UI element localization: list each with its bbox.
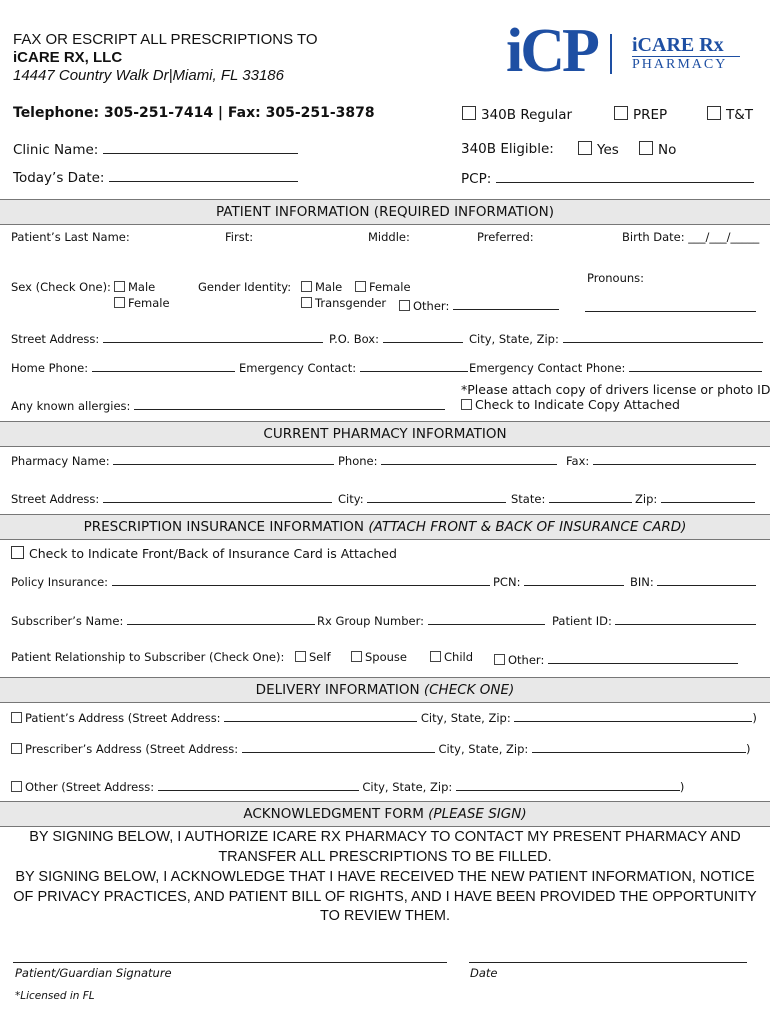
- gender-female-option[interactable]: Female: [355, 280, 411, 294]
- patient-section-header: PATIENT INFORMATION (REQUIRED INFORMATION): [0, 199, 770, 225]
- logo-divider: [610, 34, 612, 74]
- checkbox-icon[interactable]: [355, 281, 366, 292]
- emergency-contact-field[interactable]: Emergency Contact:: [239, 358, 468, 375]
- copy-attached-option[interactable]: Check to Indicate Copy Attached: [461, 397, 680, 412]
- allergies-field[interactable]: Any known allergies:: [11, 396, 445, 413]
- pharmacy-section-header: CURRENT PHARMACY INFORMATION: [0, 421, 770, 447]
- emergency-phone-field[interactable]: Emergency Contact Phone:: [469, 358, 762, 375]
- authorize-paragraph: [0, 828, 770, 867]
- company-name: iCARE RX, LLC: [13, 49, 123, 66]
- pharmacy-name-field[interactable]: Pharmacy Name:: [11, 451, 334, 468]
- delivery-prescriber-address-option[interactable]: Prescriber’s Address (Street Address: City, State, Zip: ): [11, 739, 750, 756]
- license-footnote: *Licensed in FL: [15, 990, 95, 1002]
- checkbox-icon[interactable]: [707, 106, 721, 120]
- option-eligible-no[interactable]: No: [639, 141, 676, 158]
- pharmacy-street-field[interactable]: Street Address:: [11, 489, 332, 506]
- pharmacy-phone-field[interactable]: Phone:: [338, 451, 557, 468]
- authorize-line-1: BY SIGNING BELOW, I AUTHORIZE ICARE RX PHARMACY TO CONTACT MY PRESENT PHARMACY AND: [29, 829, 741, 845]
- checkbox-icon[interactable]: [114, 281, 125, 292]
- checkbox-icon[interactable]: [11, 781, 22, 792]
- phone-fax: Telephone: 305-251-7414 | Fax: 305-251-3878: [13, 105, 375, 121]
- acknowledge-line-3: TO REVIEW THEM.: [320, 908, 450, 924]
- pharmacy-zip-field[interactable]: Zip:: [635, 489, 755, 506]
- delivery-other-address-option[interactable]: Other (Street Address: City, State, Zip: ): [11, 777, 684, 794]
- relationship-self-option[interactable]: Self: [295, 650, 331, 664]
- checkbox-icon[interactable]: [301, 297, 312, 308]
- relationship-child-option[interactable]: Child: [430, 650, 473, 664]
- acknowledgment-section-header: ACKNOWLEDGMENT FORM (PLEASE SIGN): [0, 801, 770, 827]
- relationship-other-option[interactable]: Other:: [494, 650, 738, 667]
- delivery-section-header: DELIVERY INFORMATION (CHECK ONE): [0, 677, 770, 703]
- gender-male-option[interactable]: Male: [301, 280, 342, 294]
- logo-sub: PHARMACY: [632, 57, 728, 72]
- todays-date-field[interactable]: Today’s Date:: [13, 168, 298, 186]
- pcp-field[interactable]: PCP:: [461, 169, 754, 187]
- company-address: 14447 Country Walk Dr|Miami, FL 33186: [13, 67, 284, 84]
- icp-logo-mark: iCP: [506, 17, 597, 85]
- checkbox-icon[interactable]: [614, 106, 628, 120]
- license-note: *Please attach copy of drivers license or photo ID: [461, 382, 770, 397]
- option-tt[interactable]: T&T: [707, 106, 753, 123]
- date-line[interactable]: [469, 962, 747, 963]
- pharmacy-city-field[interactable]: City:: [338, 489, 506, 506]
- 340b-eligible-label: 340B Eligible:: [461, 141, 554, 157]
- sex-label: Sex (Check One):: [11, 280, 111, 294]
- pharmacy-state-field[interactable]: State:: [511, 489, 632, 506]
- rx-group-field[interactable]: Rx Group Number:: [317, 611, 545, 628]
- checkbox-icon[interactable]: [301, 281, 312, 292]
- authorize-line-2: TRANSFER ALL PRESCRIPTIONS TO BE FILLED.: [218, 848, 552, 865]
- policy-insurance-field[interactable]: Policy Insurance:: [11, 572, 490, 589]
- pharmacy-fax-field[interactable]: Fax:: [566, 451, 756, 468]
- middle-name-label: Middle:: [368, 230, 410, 244]
- preferred-name-label: Preferred:: [477, 230, 534, 244]
- gender-identity-label: Gender Identity:: [198, 280, 292, 294]
- pronouns-field[interactable]: [585, 297, 756, 316]
- gender-transgender-option[interactable]: Transgender: [301, 296, 386, 310]
- checkbox-icon[interactable]: [399, 300, 410, 311]
- street-address-field[interactable]: Street Address:: [11, 329, 323, 346]
- birth-date-field[interactable]: Birth Date: ___/___/_____: [622, 230, 760, 244]
- pcn-field[interactable]: PCN:: [493, 572, 624, 589]
- patient-city-state-zip-field[interactable]: City, State, Zip:: [469, 329, 763, 346]
- checkbox-icon[interactable]: [11, 712, 22, 723]
- checkbox-icon[interactable]: [295, 651, 306, 662]
- option-eligible-yes[interactable]: Yes: [578, 141, 619, 158]
- clinic-name-field[interactable]: Clinic Name:: [13, 140, 298, 158]
- logo-name: iCARE Rx: [632, 34, 724, 56]
- home-phone-field[interactable]: Home Phone:: [11, 358, 235, 375]
- option-340b-regular[interactable]: 340B Regular: [462, 106, 572, 123]
- relationship-label: Patient Relationship to Subscriber (Check One):: [11, 650, 285, 664]
- bin-field[interactable]: BIN:: [630, 572, 756, 589]
- checkbox-icon[interactable]: [11, 743, 22, 754]
- signature-label: Patient/Guardian Signature: [15, 966, 172, 980]
- date-label: Date: [470, 966, 498, 980]
- fax-instruction: FAX OR ESCRIPT ALL PRESCRIPTIONS TO: [13, 31, 318, 48]
- signature-line[interactable]: [13, 962, 447, 963]
- checkbox-icon[interactable]: [639, 141, 653, 155]
- acknowledge-line-1: BY SIGNING BELOW, I ACKNOWLEDGE THAT I HAVE RECEIVED THE NEW PATIENT INFORMATION, NOTICE: [15, 869, 755, 885]
- checkbox-icon[interactable]: [461, 399, 472, 410]
- checkbox-icon[interactable]: [430, 651, 441, 662]
- checkbox-icon[interactable]: [462, 106, 476, 120]
- patient-id-field[interactable]: Patient ID:: [552, 611, 756, 628]
- first-name-label: First:: [225, 230, 254, 244]
- acknowledge-paragraph: [0, 868, 770, 927]
- gender-other-option[interactable]: Other:: [399, 296, 559, 313]
- insurance-card-attached-option[interactable]: Check to Indicate Front/Back of Insurance Card is Attached: [11, 546, 397, 561]
- last-name-label: Patient’s Last Name:: [11, 230, 130, 244]
- option-prep[interactable]: PREP: [614, 106, 667, 123]
- checkbox-icon[interactable]: [494, 654, 505, 665]
- checkbox-icon[interactable]: [11, 546, 24, 559]
- insurance-section-header: PRESCRIPTION INSURANCE INFORMATION (ATTACH FRONT & BACK OF INSURANCE CARD): [0, 514, 770, 540]
- pronouns-label: Pronouns:: [587, 271, 645, 285]
- acknowledge-line-2: OF PRIVACY PRACTICES, AND PATIENT BILL OF RIGHTS, AND I HAVE BEEN PROVIDED THE OPPORTUNITY: [13, 888, 757, 905]
- checkbox-icon[interactable]: [351, 651, 362, 662]
- sex-female-option[interactable]: Female: [114, 296, 170, 310]
- po-box-field[interactable]: P.O. Box:: [329, 329, 463, 346]
- sex-male-option[interactable]: Male: [114, 280, 155, 294]
- checkbox-icon[interactable]: [578, 141, 592, 155]
- checkbox-icon[interactable]: [114, 297, 125, 308]
- subscriber-name-field[interactable]: Subscriber’s Name:: [11, 611, 315, 628]
- delivery-patient-address-option[interactable]: Patient’s Address (Street Address: City, State, Zip: ): [11, 708, 757, 725]
- relationship-spouse-option[interactable]: Spouse: [351, 650, 407, 664]
